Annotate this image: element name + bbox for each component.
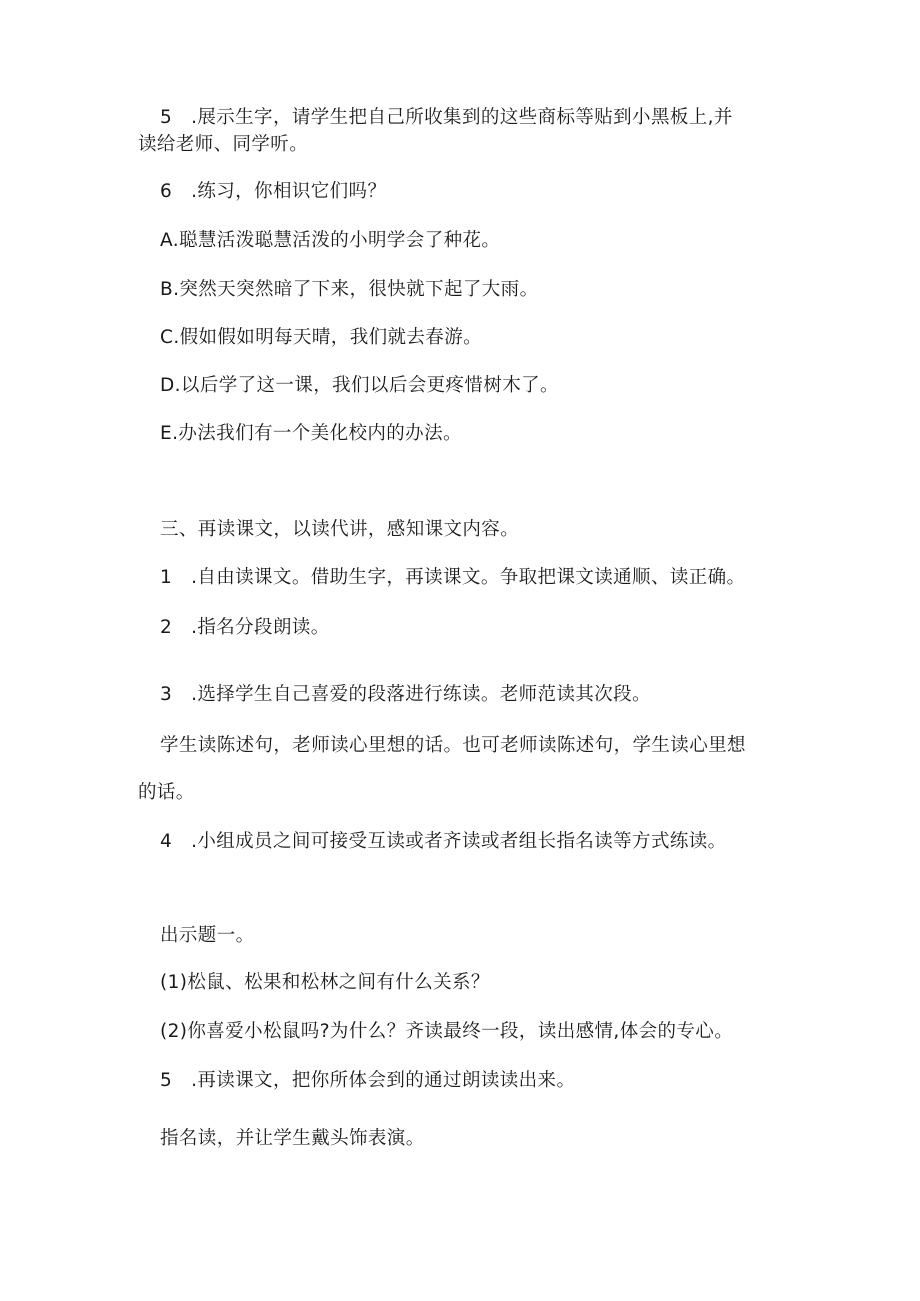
step-3-practice-reading: 3 .选择学生自己喜爱的段落进行练读。老师范读其次段。 [160,684,651,705]
exercise-item-b: B.突然天突然暗了下来，很快就下起了大雨。 [160,279,539,300]
step-1-free-reading: 1 .自由读课文。借助生字，再读课文。争取把课文读通顺、读正确。 [160,567,746,588]
section-3-heading: 三、再读课文，以读代讲，感知课文内容。 [160,519,520,540]
paragraph-5-continuation: 读给老师、同学听。 [138,134,309,155]
step-5-reread: 5 .再读课文，把你所体会到的通过朗读读出来。 [160,1070,576,1091]
exercise-item-e: E.办法我们有一个美化校内的办法。 [160,423,462,444]
paragraph-6-exercise: 6 .练习，你相识它们吗？ [160,181,387,202]
step-3-note-continuation: 的话。 [138,782,195,803]
step-5-performance: 指名读，并让学生戴头饰表演。 [160,1128,425,1149]
question-intro: 出示题一。 [160,925,255,946]
exercise-item-c: C.假如假如明每天晴，我们就去春游。 [160,327,482,348]
paragraph-5-display-characters: 5 .展示生字，请学生把自己所收集到的这些商标等贴到小黑板上,并 [160,107,733,128]
question-1: (1)松鼠、松果和松林之间有什么关系？ [160,972,490,993]
step-2-paragraph-reading: 2 .指名分段朗读。 [160,617,330,638]
step-4-group-reading: 4 .小组成员之间可接受互读或者齐读或者组长指名读等方式练读。 [160,831,727,852]
step-3-note: 学生读陈述句，老师读心里想的话。也可老师读陈述句，学生读心里想 [160,735,746,756]
exercise-item-d: D.以后学了这一课，我们以后会更疼惜树木了。 [160,375,559,396]
exercise-item-a: A.聪慧活泼聪慧活泼的小明学会了种花。 [160,230,501,251]
question-2: (2)你喜爱小松鼠吗?为什么？齐读最终一段，读出感情,体会的专心。 [160,1021,734,1042]
